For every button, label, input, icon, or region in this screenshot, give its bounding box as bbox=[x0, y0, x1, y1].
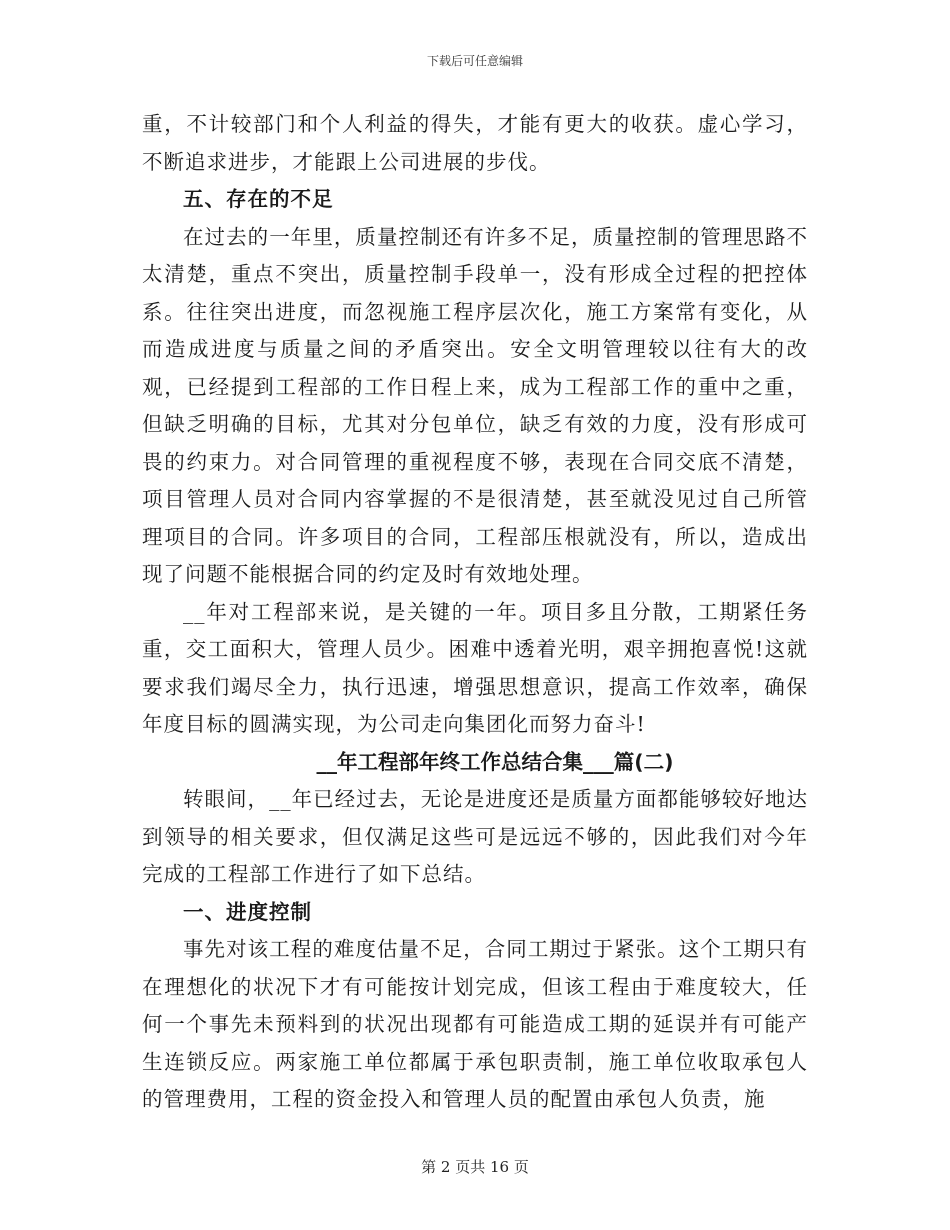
paragraph-intro: 转眼间，__年已经过去，无论是进度还是质量方面都能够较好地达到领导的相关要求，但仅满足这些可是远远不够的，因此我们对今年完成的工程部工作进行了如下总结。 bbox=[142, 787, 808, 886]
document-subtitle: __年工程部年终工作总结合集___篇(二) bbox=[316, 749, 674, 774]
page-header-note: 下载后可任意编辑 bbox=[426, 54, 523, 68]
paragraph-progress-control: 事先对该工程的难度估量不足，合同工期过于紧张。这个工期只有在理想化的状况下才有可能按计划完成，但该工程由于难度较大，任何一个事先未预料到的状况出现都有可能造成工期的延误并有可能产生连锁反应。两家施工单位都属于承包职责制，施工单位收取承包人的管理费用，工程的资金投入和管理人员的配置由承包人负责，施 bbox=[142, 937, 808, 1111]
section-heading-shortcomings: 五、存在的不足 bbox=[183, 187, 334, 211]
section-heading-progress-control: 一、进度控制 bbox=[183, 899, 312, 924]
paragraph-continuation: 重，不计较部门和个人利益的得失，才能有更大的收获。虚心学习，不断追求进步，才能跟上公司进展的步伐。 bbox=[142, 112, 808, 174]
paragraph-outlook: __年对工程部来说，是关键的一年。项目多且分散，工期紧任务重，交工面积大，管理人员少。困难中透着光明，艰辛拥抱喜悦!这就要求我们竭尽全力，执行迅速，增强思想意识，提高工作效率，确保年度目标的圆满实现，为公司走向集团化而努力奋斗! bbox=[142, 599, 808, 736]
paragraph-shortcomings: 在过去的一年里，质量控制还有许多不足，质量控制的管理思路不太清楚，重点不突出，质量控制手段单一，没有形成全过程的把控体系。往往突出进度，而忽视施工程序层次化，施工方案常有变化，从而造成进度与质量之间的矛盾突出。安全文明管理较以往有大的改观，已经提到工程部的工作日程上来，成为工程部工作的重中之重，但缺乏明确的目标，尤其对分包单位，缺乏有效的力度，没有形成可畏的约束力。对合同管理的重视程度不够，表现在合同交底不清楚，项目管理人员对合同内容掌握的不是很清楚，甚至就没见过自己所管理项目的合同。许多项目的合同，工程部压根就没有，所以，造成出现了问题不能根据合同的约定及时有效地处理。 bbox=[142, 224, 808, 586]
document-body bbox=[142, 106, 808, 1119]
page-number-footer: 第 2 页共 16 页 bbox=[421, 1158, 529, 1176]
